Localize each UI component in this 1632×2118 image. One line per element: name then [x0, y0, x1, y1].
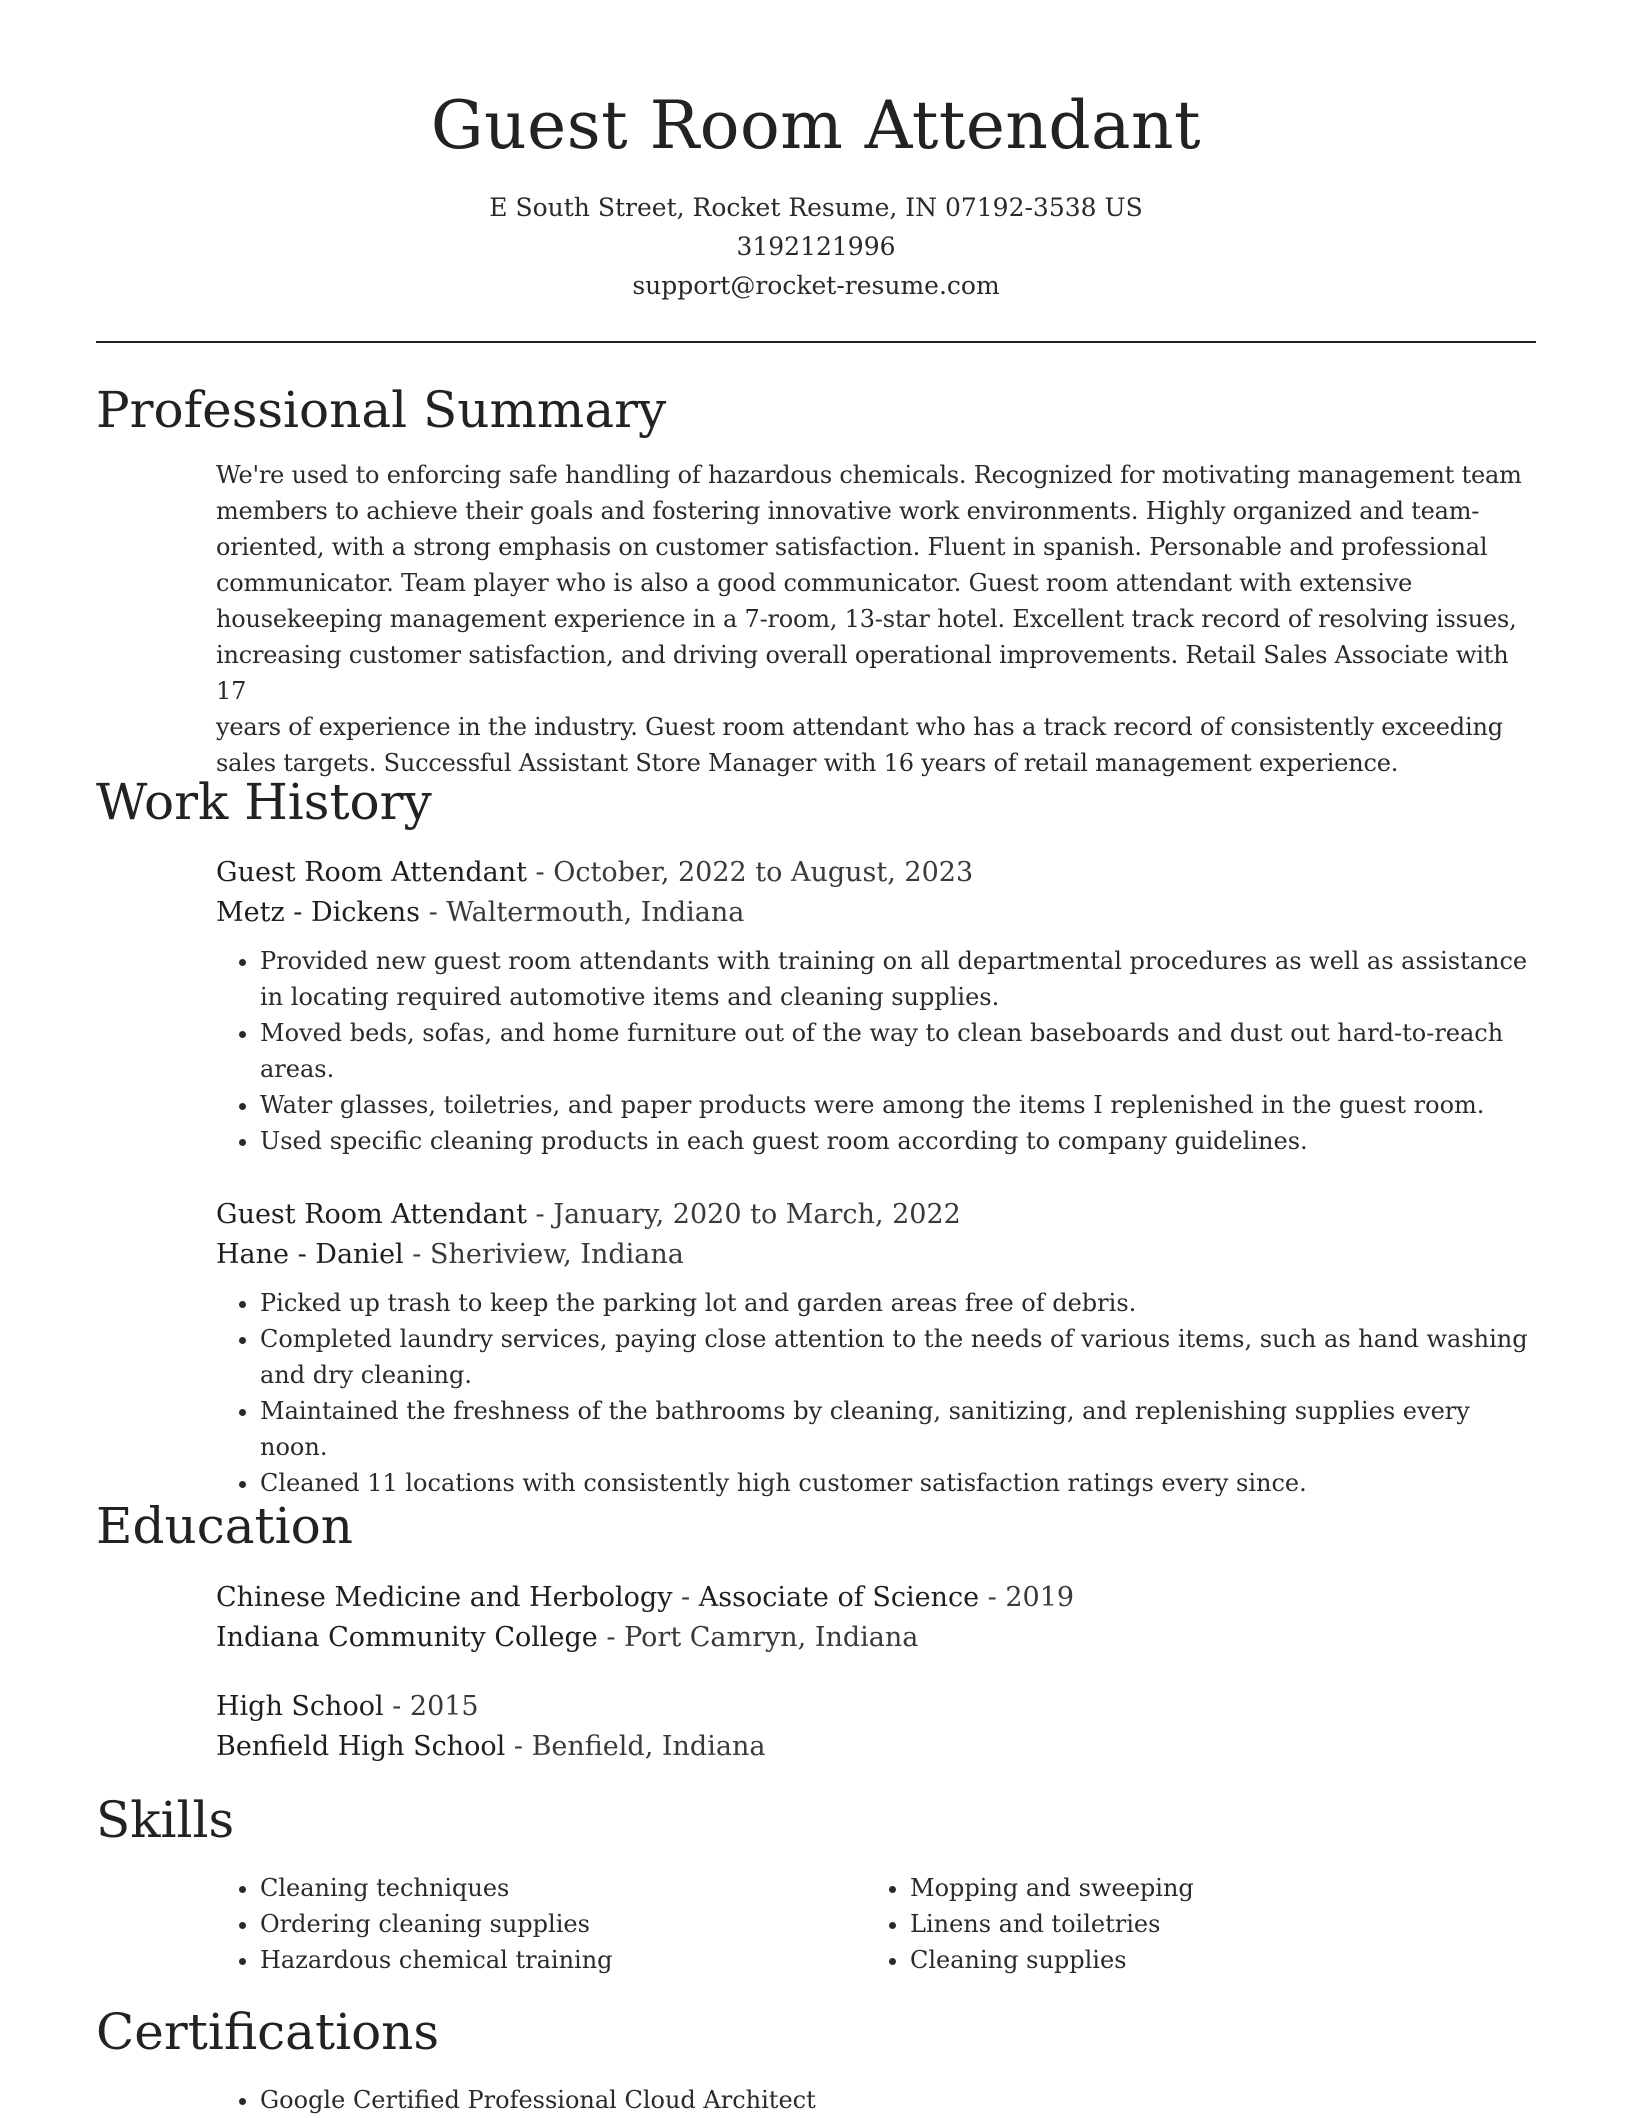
list-item: • Mopping and sweeping — [910, 1870, 1466, 1906]
list-item: • Completed laundry services, paying close attention to the needs of various items, such as hand washing and dry cleaning. — [260, 1321, 1532, 1393]
summary-line: members to achieve their goals and fostering innovative work environments. Highly organized and team- — [216, 497, 1480, 525]
list-item: • Hazardous chemical training — [260, 1942, 816, 1978]
separator: - — [505, 1731, 532, 1762]
education-degree: Associate of Science — [698, 1582, 980, 1613]
list-item: • Ordering cleaning supplies — [260, 1906, 816, 1942]
separator: - — [979, 1582, 1006, 1613]
summary-line: oriented, with a strong emphasis on customer satisfaction. Fluent in spanish. Personable and professional — [216, 533, 1488, 561]
list-item: • Google Certified Professional Cloud Architect — [260, 2082, 1532, 2118]
job-title-line — [216, 1195, 1532, 1235]
school-location: Benfield, Indiana — [531, 1731, 766, 1762]
candidate-name: Guest Room Attendant — [430, 87, 1202, 164]
education-year: 2019 — [1005, 1582, 1075, 1613]
summary-line: housekeeping management experience in a 7-room, 13-star hotel. Excellent track record of resolving issues, — [216, 605, 1517, 633]
list-item: • Maintained the freshness of the bathrooms by cleaning, sanitizing, and replenishing supplies every noon. — [260, 1393, 1532, 1465]
education-entry — [216, 1687, 1532, 1767]
summary-text — [216, 457, 1532, 781]
list-item: • Water glasses, toiletries, and paper products were among the items I replenished in the guest room. — [260, 1087, 1532, 1123]
school-name: Benfield High School — [216, 1731, 506, 1762]
section-title-summary: Professional Summary — [96, 381, 667, 439]
job-dates: October, 2022 to August, 2023 — [553, 857, 974, 888]
skills-list — [866, 1870, 1466, 1978]
list-item: • Cleaning techniques — [260, 1870, 816, 1906]
degree-line — [216, 1578, 1532, 1618]
employer-line — [216, 893, 1532, 933]
education-year: 2015 — [409, 1691, 479, 1722]
certifications-list — [216, 2082, 1532, 2118]
skills-column-left — [216, 1870, 816, 1978]
employer-line — [216, 1235, 1532, 1275]
job-duties-list — [216, 943, 1532, 1159]
list-item: • Moved beds, sofas, and home furniture out of the way to clean baseboards and dust out hard-to-reach areas. — [260, 1015, 1532, 1087]
section-title-education: Education — [96, 1497, 353, 1555]
resume-header — [0, 84, 1632, 305]
school-line — [216, 1618, 1532, 1658]
summary-line: sales targets. Successful Assistant Store Manager with 16 years of retail management experience. — [216, 749, 1399, 777]
summary-line: increasing customer satisfaction, and driving overall operational improvements. Retail Sales Associate with 17 — [216, 641, 1509, 705]
list-item: • Provided new guest room attendants with training on all departmental procedures as well as assistance in locating required automotive items and cleaning supplies. — [260, 943, 1532, 1015]
list-item: • Cleaning supplies — [910, 1942, 1466, 1978]
summary-line: We're used to enforcing safe handling of hazardous chemicals. Recognized for motivating management team — [216, 461, 1522, 489]
list-item: • Used specific cleaning products in each guest room according to company guidelines. — [260, 1123, 1532, 1159]
separator: - — [672, 1582, 699, 1613]
separator: - — [403, 1239, 430, 1270]
job-dates: January, 2020 to March, 2022 — [553, 1199, 961, 1230]
school-location: Port Camryn, Indiana — [624, 1622, 919, 1653]
list-item: • Picked up trash to keep the parking lot and garden areas free of debris. — [260, 1285, 1532, 1321]
separator: - — [597, 1622, 625, 1653]
education-field: High School — [216, 1691, 384, 1722]
education-entry — [216, 1578, 1532, 1658]
school-name: Indiana Community College — [216, 1622, 598, 1653]
job-title: Guest Room Attendant — [216, 1199, 527, 1230]
contact-email: support@rocket-resume.com — [632, 271, 1000, 300]
work-entry — [216, 1195, 1532, 1501]
section-title-work: Work History — [96, 773, 432, 831]
certifications-block — [216, 2082, 1532, 2118]
summary-line: years of experience in the industry. Guest room attendant who has a track record of consistently exceeding — [216, 713, 1503, 741]
separator: - — [383, 1691, 410, 1722]
list-item: • Cleaned 11 locations with consistently high customer satisfaction ratings every since. — [260, 1465, 1532, 1501]
list-item: • Linens and toiletries — [910, 1906, 1466, 1942]
separator: - — [526, 857, 554, 888]
job-title-line — [216, 853, 1532, 893]
contact-address: E South Street, Rocket Resume, IN 07192-3538 US — [489, 193, 1143, 222]
employer-name: Hane - Daniel — [216, 1239, 404, 1270]
employer-name: Metz - Dickens — [216, 897, 420, 928]
job-duties-list — [216, 1285, 1532, 1501]
section-title-certifications: Certifications — [96, 2003, 440, 2061]
job-title: Guest Room Attendant — [216, 857, 527, 888]
separator: - — [526, 1199, 554, 1230]
education-field: Chinese Medicine and Herbology — [216, 1582, 673, 1613]
job-location: Sheriview, Indiana — [429, 1239, 684, 1270]
job-location: Waltermouth, Indiana — [446, 897, 745, 928]
summary-line: communicator. Team player who is also a good communicator. Guest room attendant with extensive — [216, 569, 1413, 597]
degree-line — [216, 1687, 1532, 1727]
contact-phone: 3192121996 — [736, 232, 896, 261]
header-divider — [96, 341, 1536, 343]
separator: - — [419, 897, 447, 928]
skills-list — [216, 1870, 816, 1978]
school-line — [216, 1727, 1532, 1767]
section-title-skills: Skills — [96, 1791, 235, 1849]
skills-column-right — [866, 1870, 1466, 1978]
work-entry — [216, 853, 1532, 1159]
